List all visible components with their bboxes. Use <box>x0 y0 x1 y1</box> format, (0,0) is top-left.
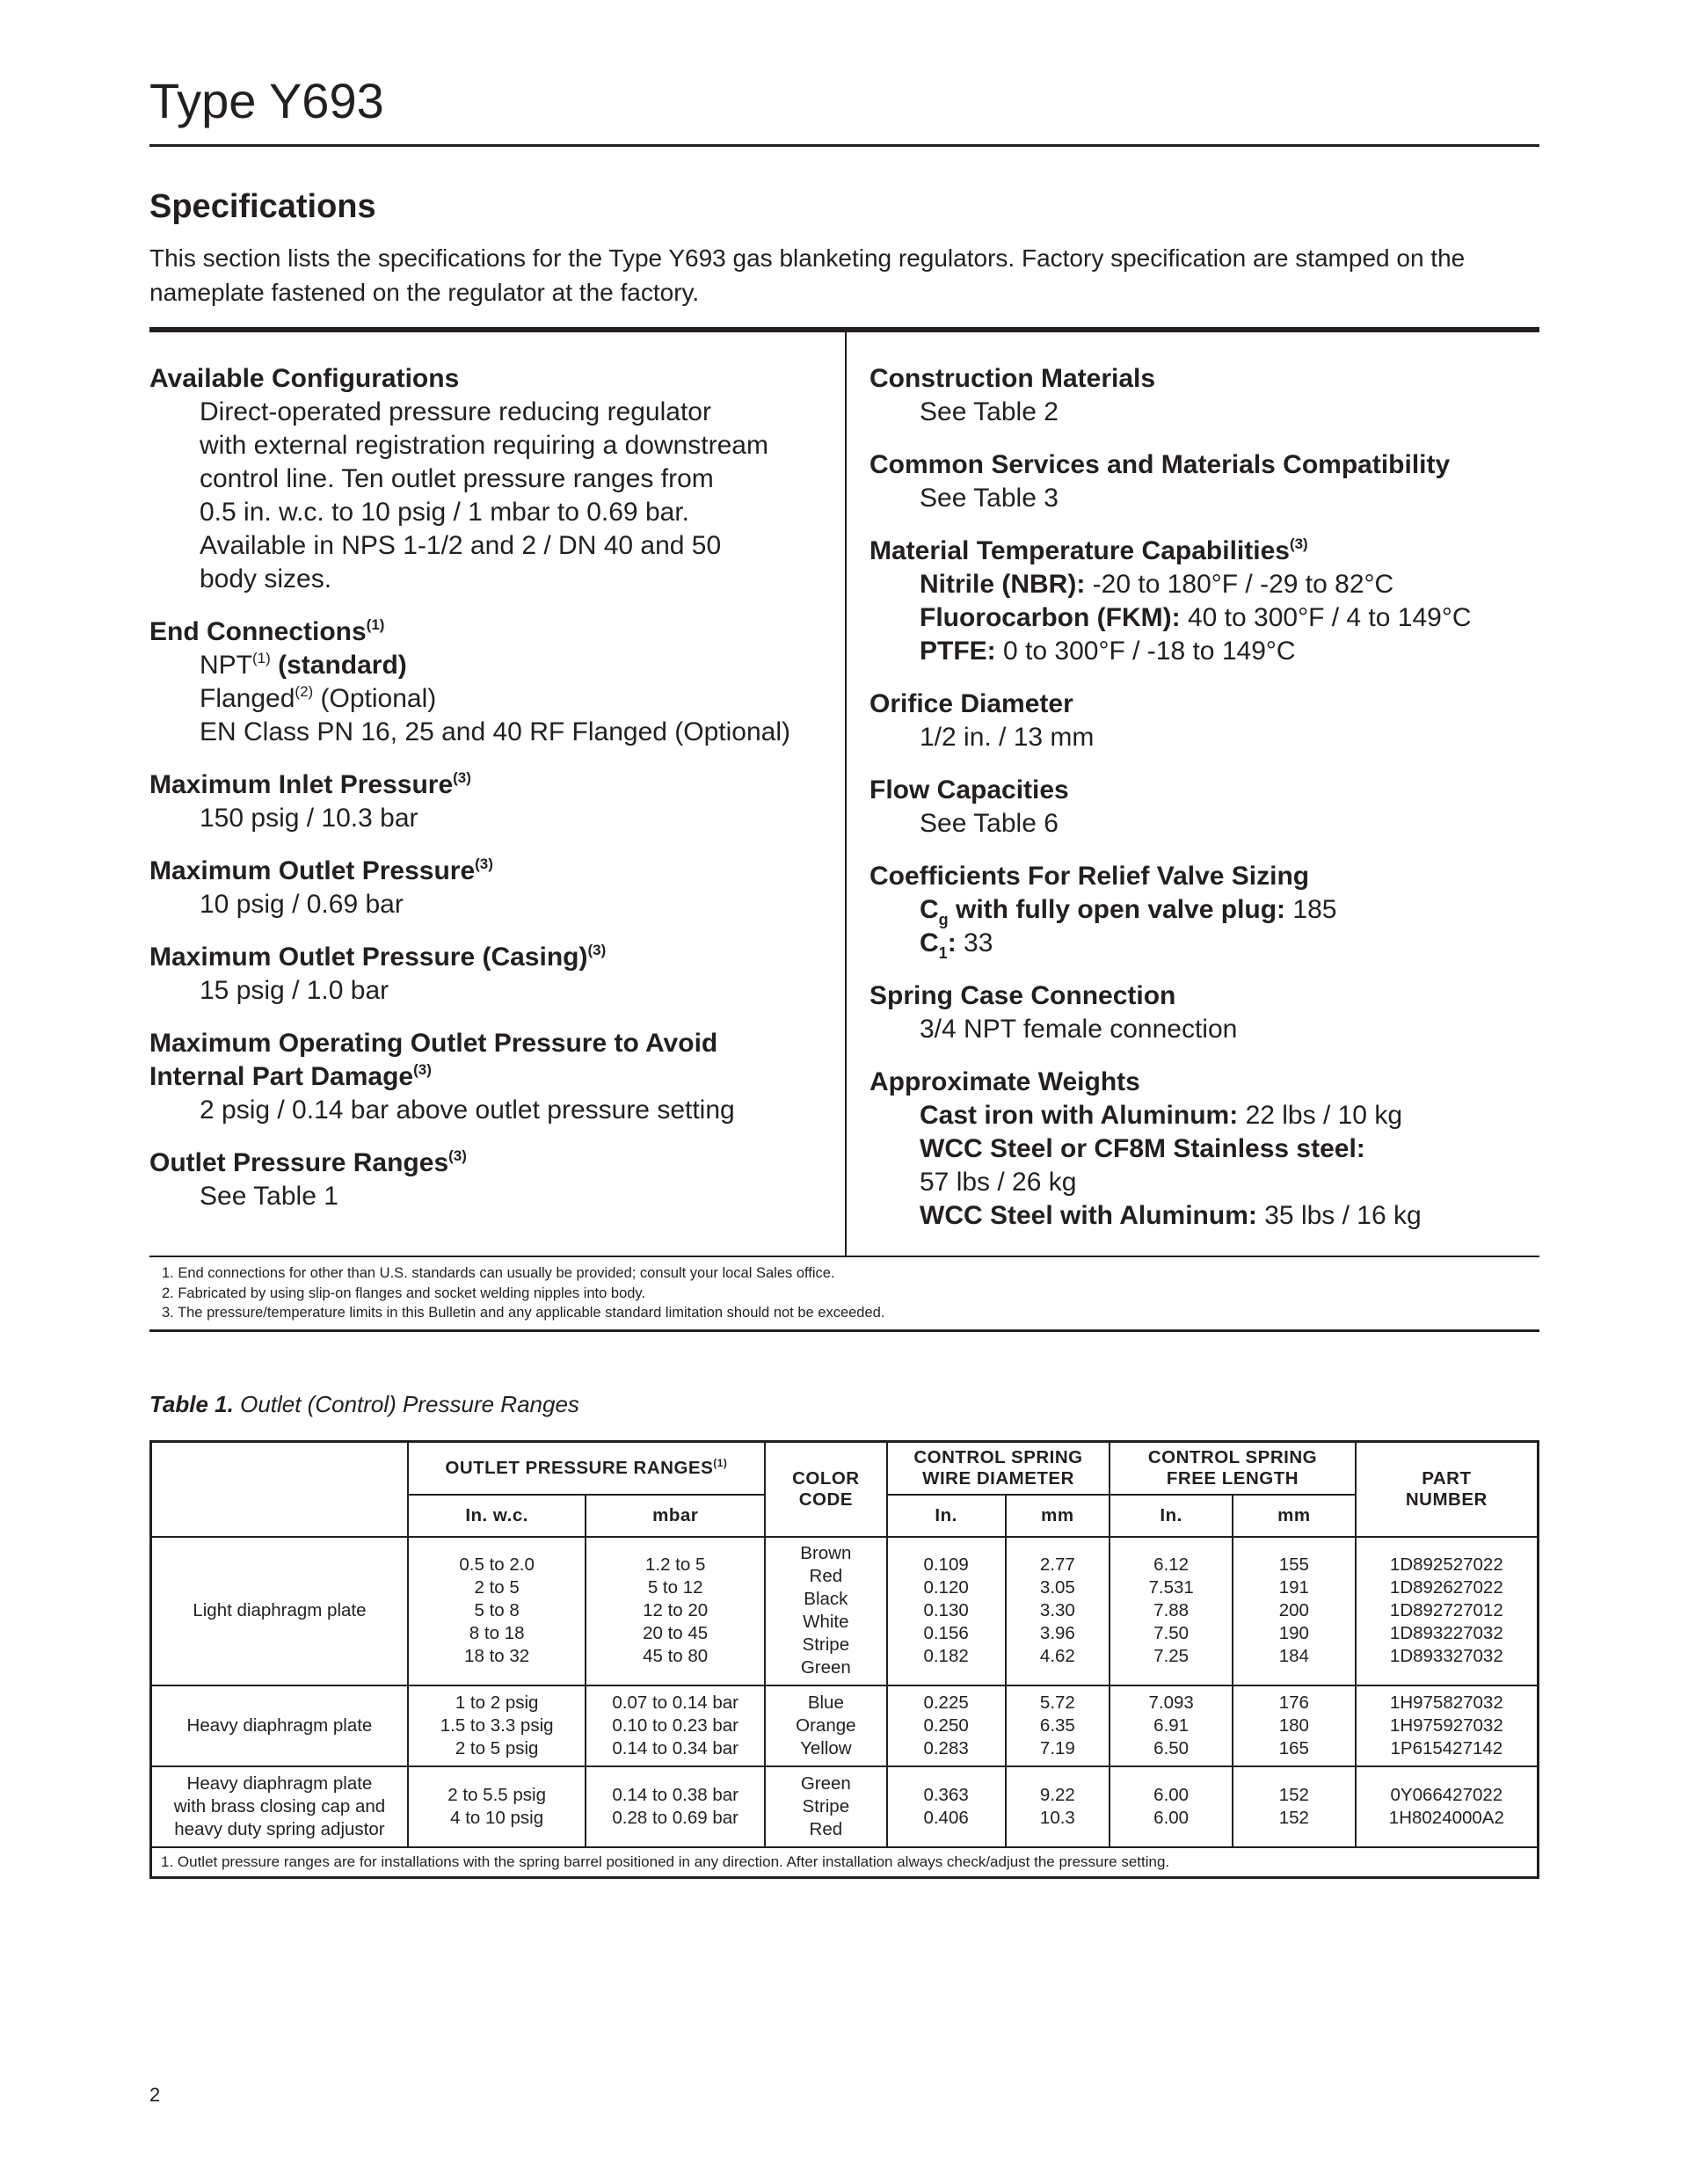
spec-title <box>149 941 835 974</box>
mbar-cell <box>586 1685 765 1766</box>
cell-line: 1D892627022 <box>1389 1577 1503 1598</box>
header-text: FREE LENGTH <box>1166 1467 1299 1489</box>
cell-line: Red <box>809 1566 843 1586</box>
cell-line: 1D892527022 <box>1389 1554 1503 1575</box>
footnote-ref: (2) <box>295 683 314 700</box>
cell-line: 155 <box>1278 1554 1309 1575</box>
spec-line: 57 lbs / 26 kg <box>920 1168 1077 1197</box>
nitrile-value: -20 to 180°F / -29 to 82°C <box>1092 570 1394 599</box>
table-group-heavy-brass <box>151 1766 1539 1847</box>
title-rule <box>149 144 1539 147</box>
cell-line: 1D892727012 <box>1389 1600 1503 1620</box>
wcc-al-value: 35 lbs / 16 kg <box>1264 1201 1422 1230</box>
cell-line: 176 <box>1278 1692 1309 1713</box>
cell-line: 1D893227032 <box>1389 1623 1503 1643</box>
header-in-wc: In. w.c. <box>408 1495 586 1537</box>
table-group-heavy <box>151 1685 1539 1766</box>
spec-max-outlet-casing <box>149 941 835 1008</box>
cg-subscript: g <box>938 911 949 928</box>
cell-line: 1.5 to 3.3 psig <box>440 1714 554 1736</box>
spec-line: control line. Ten outlet pressure ranges from <box>200 464 714 493</box>
spec-title-text: End Connections <box>149 617 367 646</box>
footnote: 2. Fabricated by using slip-on flanges and socket welding nipples into body. <box>162 1285 646 1301</box>
flanged-optional: (Optional) <box>320 684 437 713</box>
cell-line: 3.05 <box>1039 1577 1075 1598</box>
group-label <box>151 1537 408 1685</box>
ptfe-value: 0 to 300°F / -18 to 149°C <box>1003 637 1296 666</box>
cell-line: 9.22 <box>1039 1784 1075 1805</box>
cell-line: Yellow <box>800 1737 852 1758</box>
footnote-ref: (1) <box>252 650 271 666</box>
cell-line: 200 <box>1278 1600 1309 1620</box>
spec-title-text: Material Temperature Capabilities <box>869 536 1290 565</box>
spec-column-right <box>869 362 1538 1252</box>
spec-title: Flow Capacities <box>869 775 1069 804</box>
mbar-cell <box>586 1766 765 1847</box>
spec-column-left <box>149 362 835 1233</box>
header-text: OUTLET PRESSURE RANGES <box>445 1458 714 1479</box>
mbar-cell <box>586 1537 765 1685</box>
page-title: Type Y693 <box>149 73 384 128</box>
cell-line: 0.07 to 0.14 bar <box>612 1692 738 1713</box>
wire-mm-cell <box>1006 1537 1110 1685</box>
wire-mm-cell <box>1006 1685 1110 1766</box>
part-cell <box>1356 1766 1539 1847</box>
cell-line: 2 to 5 psig <box>455 1737 539 1758</box>
cell-line: 0.14 to 0.38 bar <box>612 1784 738 1805</box>
spec-title <box>869 535 1538 568</box>
cell-line: 4 to 10 psig <box>450 1807 544 1828</box>
cell-line: 0.156 <box>923 1623 969 1643</box>
cell-line: 0.14 to 0.34 bar <box>612 1737 738 1758</box>
group-label-line: Light diaphragm plate <box>193 1600 367 1620</box>
spec-line <box>869 893 1538 927</box>
footnote-ref: (3) <box>1289 535 1308 552</box>
cell-line: 7.531 <box>1148 1577 1194 1598</box>
footnote: 1. End connections for other than U.S. standards can usually be provided; consult your local Sales office. <box>162 1265 835 1281</box>
cell-line: 0.120 <box>923 1577 969 1598</box>
header-color-code <box>765 1442 887 1537</box>
cast-value: 22 lbs / 10 kg <box>1245 1101 1403 1130</box>
footnote-ref: (3) <box>448 1147 467 1164</box>
cell-line: 1P615427142 <box>1390 1737 1503 1758</box>
cell-line: Red <box>809 1818 843 1839</box>
cell-line: Stripe <box>802 1795 850 1816</box>
free-mm-cell <box>1233 1766 1356 1847</box>
footnote: 3. The pressure/temperature limits in this Bulletin and any applicable standard limitation should not be exceeded. <box>162 1305 885 1321</box>
spec-outlet-ranges <box>149 1147 835 1213</box>
cell-line: 2 to 5.5 psig <box>447 1784 546 1805</box>
inwc-cell <box>408 1766 586 1847</box>
ptfe-label: PTFE: <box>920 637 996 666</box>
free-mm-cell <box>1233 1537 1356 1685</box>
header-text: COLOR <box>792 1467 860 1489</box>
cell-line: 1 to 2 psig <box>455 1692 539 1713</box>
group-label-line: heavy duty spring adjustor <box>174 1818 385 1839</box>
cell-line: Black <box>804 1589 848 1609</box>
footnote-ref: (3) <box>453 769 471 786</box>
spec-title: Maximum Operating Outlet Pressure to Avoid <box>149 1029 718 1058</box>
part-cell <box>1356 1537 1539 1685</box>
spec-coefficients <box>869 860 1538 960</box>
spec-line <box>869 601 1538 635</box>
spec-title <box>149 855 835 888</box>
spec-max-outlet <box>149 855 835 921</box>
spec-line: EN Class PN 16, 25 and 40 RF Flanged (Optional) <box>200 717 790 746</box>
header-text: WIRE DIAMETER <box>922 1467 1074 1489</box>
footnote-ref: (3) <box>587 942 607 958</box>
fkm-label: Fluorocarbon (FKM): <box>920 603 1181 632</box>
footnote-bottom-rule <box>149 1329 1539 1332</box>
cell-line: 2.77 <box>1039 1554 1075 1575</box>
spec-title: Common Services and Materials Compatibility <box>869 450 1451 479</box>
spec-common-services <box>869 448 1538 515</box>
spec-available-configurations <box>149 362 835 596</box>
table-header-row <box>151 1442 1539 1495</box>
spec-line: Direct-operated pressure reducing regulator <box>200 397 711 426</box>
cell-line: 5 to 12 <box>647 1577 703 1598</box>
page-number: 2 <box>149 2084 161 2106</box>
cell-line: 6.00 <box>1153 1807 1190 1828</box>
cell-line: 0.283 <box>923 1737 969 1758</box>
footnote-ref: (3) <box>475 855 493 872</box>
wire-in-cell <box>887 1685 1006 1766</box>
spec-orifice <box>869 688 1538 754</box>
free-in-cell <box>1110 1766 1233 1847</box>
spec-title-text: Maximum Outlet Pressure <box>149 856 476 885</box>
cell-line: 4.62 <box>1039 1646 1075 1666</box>
spec-title <box>149 1060 835 1094</box>
spec-max-inlet <box>149 768 835 835</box>
cell-line: 7.093 <box>1148 1692 1194 1713</box>
cell-line: 6.91 <box>1153 1714 1190 1736</box>
part-cell <box>1356 1685 1539 1766</box>
spec-line <box>149 682 835 716</box>
cell-line: Stripe <box>802 1634 850 1655</box>
cell-line: 0.406 <box>923 1807 969 1828</box>
cell-line: 184 <box>1278 1646 1309 1666</box>
cell-line: 7.19 <box>1039 1737 1075 1758</box>
spec-temperature <box>869 535 1538 668</box>
c1-symbol: C <box>920 928 939 957</box>
spec-title-text: Maximum Outlet Pressure (Casing) <box>149 943 588 972</box>
cell-line: 7.25 <box>1153 1646 1190 1666</box>
spec-line <box>149 649 835 682</box>
spec-flow <box>869 774 1538 841</box>
spec-title <box>149 1147 835 1180</box>
column-divider <box>845 332 847 1256</box>
spec-line: 3/4 NPT female connection <box>920 1015 1238 1044</box>
pressure-ranges-table <box>149 1440 1539 1879</box>
npt-text: NPT <box>200 651 252 680</box>
cell-line: 1.2 to 5 <box>644 1554 706 1575</box>
cell-line: 0.130 <box>923 1600 969 1620</box>
cg-value: 185 <box>1292 895 1337 924</box>
fkm-value: 40 to 300°F / 4 to 149°C <box>1187 603 1472 632</box>
spec-line: 15 psig / 1.0 bar <box>200 976 389 1005</box>
wire-in-cell <box>887 1766 1006 1847</box>
cell-line: 190 <box>1278 1623 1309 1643</box>
spec-title-text: Internal Part Damage <box>149 1062 414 1091</box>
color-cell <box>765 1766 887 1847</box>
group-label-line: Heavy diaphragm plate <box>186 1773 373 1794</box>
header-text: NUMBER <box>1405 1489 1488 1510</box>
section-intro: This section lists the specifications for the Type Y693 gas blanketing regulators. Factory specification are stamped on the nameplate fastened on the regulator at the factory. <box>149 244 1466 306</box>
cell-line: 10.3 <box>1039 1807 1075 1828</box>
cell-line: 3.30 <box>1039 1600 1075 1620</box>
cell-line: 7.88 <box>1153 1600 1190 1620</box>
cg-label: with fully open valve plug: <box>956 895 1286 924</box>
spec-line: Available in NPS 1-1/2 and 2 / DN 40 and 50 <box>200 531 722 560</box>
cell-line: 45 to 80 <box>643 1646 709 1666</box>
table-caption-text: Outlet (Control) Pressure Ranges <box>240 1391 579 1417</box>
spec-line <box>869 635 1538 668</box>
group-label <box>151 1685 408 1766</box>
cell-line: 0.182 <box>923 1646 969 1666</box>
spec-line <box>869 1132 1538 1166</box>
header-blank <box>151 1442 408 1537</box>
cell-line: 8 to 18 <box>469 1623 525 1643</box>
spec-max-operating <box>149 1027 835 1127</box>
cell-line: White <box>803 1612 849 1632</box>
cg-symbol: C <box>920 895 939 924</box>
inwc-cell <box>408 1685 586 1766</box>
cell-line: 6.12 <box>1153 1554 1190 1575</box>
cell-line: Green <box>800 1773 851 1794</box>
spec-title-text: Outlet Pressure Ranges <box>149 1148 449 1177</box>
cell-line: 12 to 20 <box>643 1600 709 1620</box>
spec-line: See Table 2 <box>920 397 1059 426</box>
header-free-in: In. <box>1110 1495 1233 1537</box>
free-in-cell <box>1110 1685 1233 1766</box>
spec-title <box>149 768 835 802</box>
cell-line: 3.96 <box>1039 1623 1075 1643</box>
footnotes <box>162 1263 884 1323</box>
header-text: CONTROL SPRING <box>1147 1446 1318 1467</box>
cell-line: 0.250 <box>923 1714 969 1736</box>
c1-subscript: 1 <box>938 944 948 962</box>
color-cell <box>765 1685 887 1766</box>
spec-title: Spring Case Connection <box>869 981 1176 1010</box>
cell-line: 6.00 <box>1153 1784 1190 1805</box>
cell-line: 152 <box>1278 1784 1309 1805</box>
group-label <box>151 1766 408 1847</box>
spec-line <box>869 927 1538 960</box>
color-cell <box>765 1537 887 1685</box>
spec-end-connections <box>149 615 835 749</box>
c1-value: 33 <box>964 928 993 957</box>
cell-line: 5.72 <box>1039 1692 1075 1713</box>
wire-in-cell <box>887 1537 1006 1685</box>
cell-line: 191 <box>1278 1577 1309 1598</box>
spec-title: Available Configurations <box>149 364 460 393</box>
header-outlet-ranges <box>408 1442 765 1495</box>
cell-line: 20 to 45 <box>643 1623 709 1643</box>
footnote-ref: (1) <box>713 1457 728 1470</box>
spec-line: 0.5 in. w.c. to 10 psig / 1 mbar to 0.69 bar. <box>200 498 689 527</box>
wcc-al-label: WCC Steel with Aluminum: <box>920 1201 1257 1230</box>
cell-line: Orange <box>796 1714 856 1736</box>
cell-line: 0.225 <box>923 1692 969 1713</box>
cast-label: Cast iron with Aluminum: <box>920 1101 1239 1130</box>
cell-line: 7.50 <box>1153 1623 1190 1643</box>
cell-line: Blue <box>807 1692 844 1713</box>
header-wire-in: In. <box>887 1495 1006 1537</box>
c1-colon: : <box>947 928 957 957</box>
npt-standard: (standard) <box>278 651 407 680</box>
spec-line <box>869 568 1538 601</box>
spec-line: See Table 3 <box>920 484 1059 513</box>
spec-line <box>869 1099 1538 1132</box>
spec-title <box>149 615 835 649</box>
header-wire-diameter <box>887 1442 1110 1495</box>
header-text: CONTROL SPRING <box>913 1446 1083 1467</box>
footnote-top-rule <box>149 1256 1539 1257</box>
spec-line: with external registration requiring a downstream <box>200 431 768 460</box>
spec-spring-case <box>869 979 1538 1046</box>
cell-line: 6.35 <box>1039 1714 1075 1736</box>
header-mbar: mbar <box>586 1495 765 1537</box>
spec-line: See Table 1 <box>200 1182 338 1211</box>
header-free-length <box>1110 1442 1355 1495</box>
table-caption-number: Table 1. <box>149 1391 234 1417</box>
cell-line: 1H8024000A2 <box>1388 1807 1504 1828</box>
cell-line: 1H975827032 <box>1389 1692 1503 1713</box>
inwc-cell <box>408 1537 586 1685</box>
spec-weights <box>869 1066 1538 1233</box>
cell-line: Green <box>800 1657 851 1678</box>
nitrile-label: Nitrile (NBR): <box>920 570 1086 599</box>
spec-title: Construction Materials <box>869 364 1156 393</box>
spec-line: 1/2 in. / 13 mm <box>920 723 1095 752</box>
cell-line: 180 <box>1278 1714 1309 1736</box>
cell-line: 152 <box>1278 1807 1309 1828</box>
table-footnote-row <box>151 1847 1539 1878</box>
group-label-line: with brass closing cap and <box>173 1795 386 1816</box>
spec-line: body sizes. <box>200 564 332 593</box>
spec-line: 10 psig / 0.69 bar <box>200 890 404 919</box>
cell-line: 0.10 to 0.23 bar <box>612 1714 738 1736</box>
cell-line: 165 <box>1278 1737 1309 1758</box>
spec-line: 150 psig / 10.3 bar <box>200 804 418 833</box>
free-mm-cell <box>1233 1685 1356 1766</box>
section-heading: Specifications <box>149 188 376 225</box>
flanged-text: Flanged <box>200 684 295 713</box>
spec-line <box>869 1199 1538 1233</box>
footnote-ref: (1) <box>366 616 385 633</box>
wcc-label: WCC Steel or CF8M Stainless steel: <box>920 1134 1365 1163</box>
header-text: CODE <box>798 1489 853 1510</box>
free-in-cell <box>1110 1537 1233 1685</box>
cell-line: 1D893327032 <box>1389 1646 1503 1666</box>
cell-line: 1H975927032 <box>1389 1714 1503 1736</box>
cell-line: 0.363 <box>923 1784 969 1805</box>
table-group-light <box>151 1537 1539 1685</box>
cell-line: 0.109 <box>923 1554 969 1575</box>
cell-line: 2 to 5 <box>474 1577 520 1598</box>
spec-title-text: Maximum Inlet Pressure <box>149 770 454 799</box>
spec-title: Approximate Weights <box>869 1067 1140 1096</box>
spec-construction <box>869 362 1538 429</box>
footnote-ref: (3) <box>413 1061 432 1078</box>
cell-line: 5 to 8 <box>474 1600 520 1620</box>
spec-line: See Table 6 <box>920 809 1059 838</box>
header-wire-mm: mm <box>1006 1495 1110 1537</box>
cell-line: Brown <box>800 1543 852 1563</box>
table-caption <box>149 1391 579 1418</box>
cell-line: 0.28 to 0.69 bar <box>612 1807 738 1828</box>
cell-line: 18 to 32 <box>464 1646 530 1666</box>
group-label-line: Heavy diaphragm plate <box>186 1714 373 1736</box>
table-footnote: 1. Outlet pressure ranges are for installations with the spring barrel positioned in any direction. After installation always check/adjust the pressure setting. <box>151 1847 1539 1878</box>
wire-mm-cell <box>1006 1766 1110 1847</box>
spec-line: 2 psig / 0.14 bar above outlet pressure setting <box>200 1096 735 1125</box>
header-text: PART <box>1422 1467 1472 1489</box>
header-free-mm: mm <box>1233 1495 1356 1537</box>
cell-line: 0.5 to 2.0 <box>459 1554 535 1575</box>
header-part-number <box>1356 1442 1539 1537</box>
cell-line: 0Y066427022 <box>1390 1784 1503 1805</box>
cell-line: 6.50 <box>1153 1737 1190 1758</box>
spec-title: Orifice Diameter <box>869 689 1073 718</box>
spec-title: Coefficients For Relief Valve Sizing <box>869 862 1310 891</box>
